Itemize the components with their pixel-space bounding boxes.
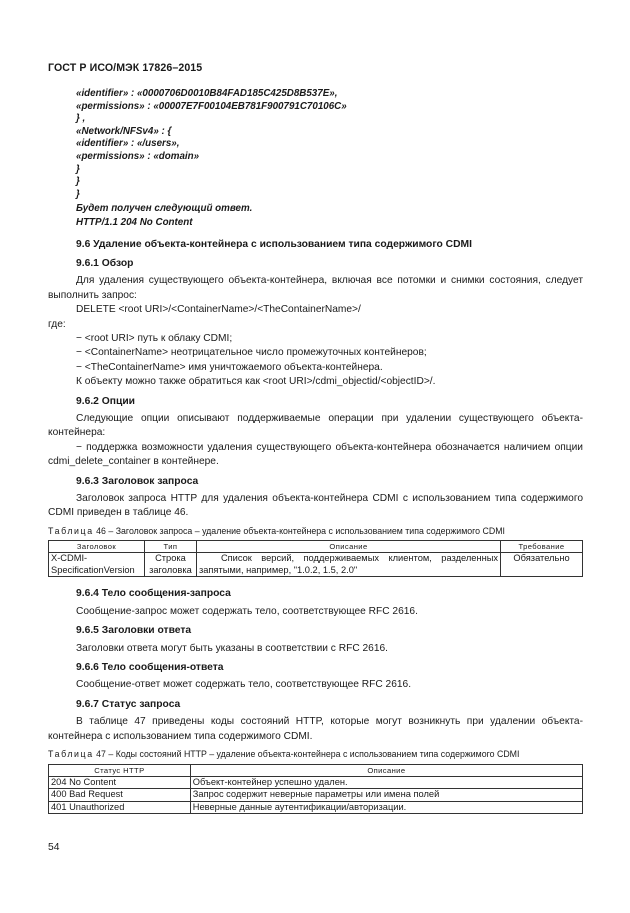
code-line: } — [76, 188, 80, 200]
table-47 — [48, 764, 583, 815]
where-label: где: — [48, 318, 66, 330]
status-cell: 401 Unauthorized — [49, 801, 191, 814]
code-block — [48, 88, 583, 230]
type-cell: Строка заголовка — [144, 553, 196, 577]
page-content — [48, 88, 583, 814]
response-line: HTTP/1.1 204 No Content — [76, 216, 193, 228]
request-body-text: Сообщение-запрос может содержать тело, соответствующее RFC 2616. — [76, 605, 418, 617]
overview-intro: Для удаления существующего объекта-контейнера, включая все потомки и снимки состояния, следует выполнить запрос: — [48, 275, 583, 301]
delete-request-line: DELETE <root URI>/<ContainerName>/<TheContainerName>/ — [76, 304, 361, 316]
code-line: «identifier» : «0000706D0010B84FAD185C425D8B537E», — [76, 88, 338, 99]
request-header-text: Заголовок запроса HTTP для удаления объекта-контейнера CDMI с использованием типа содержимого CDMI приведен в таблице 46. — [48, 493, 583, 519]
table-46-caption — [48, 524, 583, 538]
table-caption-label: Таблица — [48, 525, 94, 536]
section-title-9-6-1: 9.6.1 Обзор — [76, 257, 134, 269]
table-caption-label: Таблица — [48, 749, 94, 760]
table-row — [49, 789, 583, 802]
response-intro: Будет получен следующий ответ. — [76, 202, 253, 214]
code-line: } — [76, 176, 80, 188]
section-title-9-6-7: 9.6.7 Статус запроса — [76, 698, 181, 710]
table-46 — [48, 540, 583, 577]
section-title-9-6-6: 9.6.6 Тело сообщения-ответа — [76, 662, 224, 674]
section-title-9-6-3: 9.6.3 Заголовок запроса — [76, 475, 199, 487]
code-line: «identifier» : «/users», — [76, 138, 180, 150]
header-cell: X-CDMI- SpecificationVersion — [49, 553, 145, 577]
status-cell: 204 No Content — [49, 776, 191, 789]
column-header: Тип — [144, 541, 196, 553]
table-row — [49, 776, 583, 789]
table-row — [49, 553, 583, 577]
table-row — [49, 801, 583, 814]
request-status-text: В таблице 47 приведены коды состояний HTTP, которые могут возникнуть при удалении объекта-контейнера с использованием типа содержимого CDMI. — [48, 716, 583, 742]
list-item: − <TheContainerName> имя уничтожаемого объекта-контейнера. — [76, 361, 383, 373]
page-number: 54 — [48, 842, 60, 853]
code-line: «permissions» : «00007E7F00104EB781F900791C70106C» — [76, 100, 347, 112]
status-cell: 400 Bad Request — [49, 789, 191, 802]
column-header: Описание — [190, 764, 582, 776]
description-cell: Объект-контейнер успешно удален. — [190, 776, 582, 789]
code-line: «permissions» : «domain» — [76, 150, 200, 162]
options-text: Следующие опции описывают поддерживаемые операции при удалении существующего объекта-контейнера: — [48, 413, 583, 439]
response-headers-text: Заголовки ответа могут быть указаны в соответствии с RFC 2616. — [76, 642, 388, 654]
options-item: − поддержка возможности удаления существующего объекта-контейнера обозначается наличием опции cdmi_delete_container в контейнере. — [48, 441, 583, 468]
section-title-9-6-5: 9.6.5 Заголовки ответа — [76, 625, 192, 637]
description-cell: Список версий, поддерживаемых клиентом, разделенных запятыми, например, "1.0.2, 1.5, 2.0" — [196, 553, 500, 577]
code-line: «Network/NFSv4» : { — [76, 125, 172, 137]
section-title-9-6-4: 9.6.4 Тело сообщения-запроса — [76, 588, 231, 600]
column-header: Статус HTTP — [49, 764, 191, 776]
section-title-9-6: 9.6 Удаление объекта-контейнера с использованием типа содержимого CDMI — [76, 238, 472, 250]
code-line: } — [76, 163, 80, 175]
list-item: − <ContainerName> неотрицательное число промежуточных контейнеров; — [76, 347, 427, 359]
column-header: Заголовок — [49, 541, 145, 553]
table-header-row — [49, 764, 583, 776]
response-body-text: Сообщение-ответ может содержать тело, соответствующее RFC 2616. — [76, 679, 412, 691]
table-header-row — [49, 541, 583, 553]
description-cell: Запрос содержит неверные параметры или имена полей — [190, 789, 582, 802]
requirement-cell: Обязательно — [501, 553, 583, 577]
column-header: Требование — [501, 541, 583, 553]
list-item: − <root URI> путь к облаку CDMI; — [76, 332, 233, 344]
code-line: } , — [76, 113, 86, 125]
table-47-caption — [48, 747, 583, 761]
table-caption-text: 46 – Заголовок запроса – удаление объекта-контейнера с использованием типа содержимого CDMI — [96, 525, 505, 536]
section-title-9-6-2: 9.6.2 Опции — [76, 395, 135, 407]
object-id-note: К объекту можно также обратиться как <root URI>/cdmi_objectid/<objectID>/. — [76, 376, 436, 388]
document-header: ГОСТ Р ИСО/МЭК 17826–2015 — [48, 62, 203, 74]
table-caption-text: 47 – Коды состояний HTTP – удаление объекта-контейнера с использованием типа содержимого CDMI — [96, 749, 520, 760]
description-cell: Неверные данные аутентификации/авторизации. — [190, 801, 582, 814]
column-header: Описание — [196, 541, 500, 553]
